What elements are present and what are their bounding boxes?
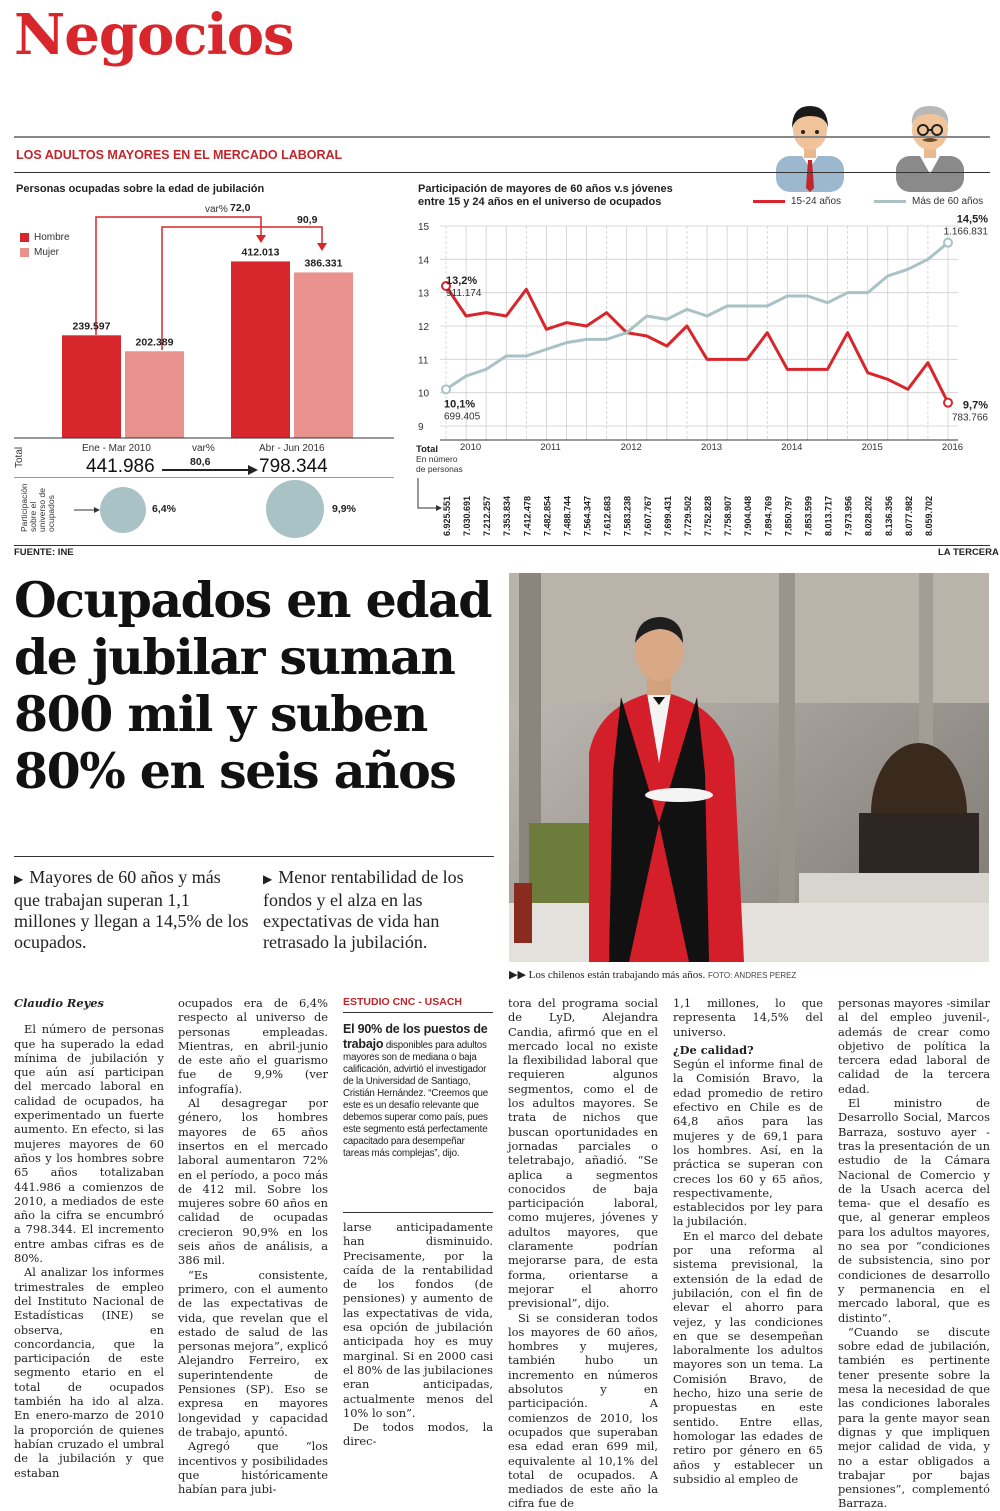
left-chart-title: Personas ocupadas sobre la edad de jubilación xyxy=(16,183,265,195)
col5-paragraph-1: 1,1 millones, lo que representa 14,5% del universo. xyxy=(673,996,823,1039)
total-2016: 798.344 xyxy=(259,456,328,477)
total-value: 6.925.551 xyxy=(442,495,452,536)
total-value: 7.973.956 xyxy=(843,495,854,536)
var-arrow-mujer-head xyxy=(317,243,327,251)
infographic-footer-rule xyxy=(14,545,990,546)
total-rule xyxy=(14,477,394,478)
totals-sublabel-1: En número xyxy=(416,454,458,464)
y-tick-10: 10 xyxy=(418,388,430,400)
legend-mujer-label: Mujer xyxy=(34,247,60,258)
period-label-2016: Abr - Jun 2016 xyxy=(259,443,325,454)
annotation-sub-1: 699.405 xyxy=(444,411,481,423)
left-bar-chart xyxy=(14,195,400,445)
totals-arrow xyxy=(418,478,438,508)
article-column-2 xyxy=(178,996,328,1496)
total-value: 7.607.767 xyxy=(642,495,653,536)
total-value: 7.752.828 xyxy=(703,495,714,536)
total-value: 8.028.202 xyxy=(863,495,874,536)
col3-paragraph-2: De todos modos, la direc- xyxy=(343,1420,493,1449)
col4-paragraph-2: Si se consideran todos los mayores de 60 años, hombres y mujeres, también hubo un incremento en números absolutos y en participación. A comienzos de 2010, los ocupados que superaban esa edad eran 699 mil, equivalente al 10,1% del total de ocupados. A mediados de este año la cifra fue de xyxy=(508,1310,658,1511)
box-lead: El 90% de los puestos de trabajo xyxy=(343,1022,488,1051)
total-value: 7.758.907 xyxy=(723,495,734,536)
total-value: 7.482.854 xyxy=(542,495,553,536)
photo-caption-text: Los chilenos están trabajando más años. xyxy=(528,969,706,981)
col5-paragraph-3: En el marco del debate por una reforma al sistema previsional, la extensión de la edad de jubilación, con el fin de elevar el ahorro para vejez, y las condiciones en que se desempeñan laboralmente los adultos mayores son un tema. La Comisión Bravo, de hecho, hizo una serie de propuestas en este sentido. Entre ellas, homologar las edades de retiro por género en 65 años y establecer un subsidio al empleo de xyxy=(673,1228,823,1486)
col6-paragraph-2: El ministro de Desarrollo Social, Marcos Barraza, sostuvo ayer -tras la presentación de un estudio de la Cámara Nacional de Comercio y de la Usach acerca del tema- que el desafío es que, al generar empleos para los adultos mayores, no sea por “condiciones de subsistencia, sino por condiciones de desarrollo y permanencia en el mercado laboral, que es distinto”. xyxy=(838,1096,990,1325)
col2-paragraph-4: Agregó que “los incentivos y posibilidades que históricamente habían para jubi- xyxy=(178,1439,328,1497)
annotation-value-2: 14,5% xyxy=(956,213,988,226)
right-chart-title-line2: entre 15 y 24 años en el universo de ocupados xyxy=(418,196,662,208)
participation-circle-2010 xyxy=(100,487,146,533)
annotation-sub-3: 783.766 xyxy=(951,412,988,424)
legend-young-label: 15-24 años xyxy=(791,196,842,207)
y-tick-11: 11 xyxy=(418,355,429,367)
bar-hombre-0 xyxy=(62,335,121,438)
series-start-point-1 xyxy=(442,385,450,393)
article-column-5 xyxy=(673,996,823,1486)
total-2010: 441.986 xyxy=(86,456,155,477)
annotation-value-3: 9,7% xyxy=(962,399,988,412)
total-value: 7.904.048 xyxy=(743,495,754,536)
participation-2010: 6,4% xyxy=(152,503,176,515)
total-value: 8.077.982 xyxy=(903,495,914,536)
y-tick-9: 9 xyxy=(418,422,424,433)
infographic-title: LOS ADULTOS MAYORES EN EL MERCADO LABORAL xyxy=(16,148,343,162)
total-value: 8.059.702 xyxy=(923,495,934,536)
col5-subheading: ¿De calidad? xyxy=(673,1042,754,1057)
article-column-3 xyxy=(343,1220,493,1449)
annotation-sub-2: 1.166.831 xyxy=(943,226,988,238)
var-top-label: var% xyxy=(205,204,228,215)
series-line-young xyxy=(446,286,948,403)
col6-paragraph-3: “Cuando se discute sobre edad de jubilación, también es pertinente tener presente sobre la mesa la necesidad de que las condiciones laborales para la gente mayor sean dignas y que impliquen mejor calidad de vida, y no a estar obligados a trabajar por bajas pensiones”, complementó Barraza. xyxy=(838,1324,990,1511)
photo-caption xyxy=(509,968,796,981)
bullet-2 xyxy=(263,867,495,953)
sidebar-box xyxy=(343,1022,493,1160)
bullets-rule xyxy=(14,856,494,857)
right-line-chart xyxy=(414,212,990,542)
article-column-6 xyxy=(838,996,990,1511)
legend-old-line xyxy=(874,200,906,203)
col6-paragraph-1: personas mayores -similar al del empleo juvenil-, además de crear como objetivo de política la tercera edad laboral de calidad de la tercera edad. xyxy=(838,996,990,1096)
bullet-1-text: Mayores de 60 años y más que trabajan superan 1,1 millones y llegan a 14,5% de los ocupados. xyxy=(14,867,249,952)
total-value: 7.894.769 xyxy=(763,495,774,536)
year-label-2011: 2011 xyxy=(540,442,561,453)
photo-waiter xyxy=(509,573,989,962)
source-label: FUENTE: INE xyxy=(14,547,74,558)
total-var-label: var% xyxy=(192,443,215,454)
bar-label-mujer-1: 386.331 xyxy=(304,257,343,270)
total-var-value: 80,6 xyxy=(190,456,211,468)
box-bottom-rule xyxy=(343,1212,493,1213)
annotation-value-0: 13,2% xyxy=(446,275,478,287)
annotation-value-1: 10,1% xyxy=(444,398,476,411)
legend-young xyxy=(753,196,841,207)
col1-paragraph-1: El número de personas que ha superado la edad mínima de jubilación y que aún así participan del mercado laboral en calidad de ocupados, ha experimentado un fuerte aumento. En efecto, si las mujeres mayores de 60 años y los hombres sobre 65 años totalizaban 441.986 a comienzos de 2010, a mediados de este año la cifra se encumbró a 798.344. El incremento entre ambas cifras es de 80%. xyxy=(14,1022,164,1266)
article-column-1 xyxy=(14,996,164,1480)
bar-hombre-1 xyxy=(231,261,290,438)
y-tick-13: 13 xyxy=(418,288,430,300)
right-chart-title-line1: Participación de mayores de 60 años v.s jóvenes xyxy=(418,183,673,195)
caption-arrow-icon: ▶▶ xyxy=(509,969,529,981)
box-kicker: ESTUDIO CNC - USACH xyxy=(343,996,463,1008)
var-mujer-value: 90,9 xyxy=(297,214,318,226)
totals-sublabel-2: de personas xyxy=(416,464,463,474)
series-line-old xyxy=(446,243,948,390)
total-value: 7.583.238 xyxy=(622,495,633,536)
legend-hombre-label: Hombre xyxy=(34,232,70,243)
year-label-2015: 2015 xyxy=(861,442,883,453)
credit-label: LA TERCERA xyxy=(938,547,999,558)
totals-label: Total xyxy=(416,444,438,455)
box-rule xyxy=(343,1012,493,1013)
col4-paragraph-1: tora del programa social de LyD, Alejandra Candia, afirmó que en el mercado local no existe la flexibilidad laboral que requieren algunos segmentos, como el de los adultos mayores. Se trata de nichos que buscan oportunidades en jornadas parciales o teletrabajo, añadió. “Se aplica a segmentos conocidos de baja participación laboral, como mujeres, jóvenes y adultos mayores, que claramente podrían mejorarse para, de esta forma, orientarse a mejorar el ahorro previsional”, dijo. xyxy=(508,996,658,1311)
year-label-2013: 2013 xyxy=(700,442,723,453)
total-value: 7.030.691 xyxy=(462,495,473,536)
legend-old-label: Más de 60 años xyxy=(912,196,984,207)
y-tick-14: 14 xyxy=(418,255,430,267)
article-column-4 xyxy=(508,996,658,1511)
series-end-point-0 xyxy=(944,399,952,407)
total-arrow xyxy=(160,464,260,476)
total-value: 7.729.502 xyxy=(682,495,693,536)
photo-credit: FOTO: ANDRES PEREZ xyxy=(708,971,797,980)
col5-paragraph-2: Según el informe final de la Comisión Bravo, la edad promedio de retiro efectivo en Chile es de 64,8 años para las mujeres y de 69,1 para los hombres. Así, en la práctica se superan con creces los 60 y 65 años, respectivamente, establecidos por ley para la jubilación. xyxy=(673,1057,823,1229)
headline: Ocupados en edad de jubilar suman 800 mil y suben 80% en seis años xyxy=(14,571,492,800)
bullet-1 xyxy=(14,867,250,953)
col2-paragraph-2: Al desagregar por género, los hombres mayores de 65 años insertos en el mercado laboral aumentaron 72% en el período, a poco más de 412 mil. Sobre los mujeres sobre 60 años en calidad de ocupadas crecieron 90,9% en los seis años de análisis, a 386 mil. xyxy=(178,1096,328,1268)
total-value: 7.612.683 xyxy=(602,495,613,536)
bar-label-hombre-0: 239.597 xyxy=(72,320,111,333)
legend-old xyxy=(874,196,983,207)
box-text: disponibles para adultos mayores son de mediana o baja calificación, advirtió el investigador de la Universidad de Santiago, Cristián Hernández. “Creemos que este es un desafío relevante que debemos superar como país, pues este segmento está perfectamente capacitado para desempeñar tareas más complejas”, dijo. xyxy=(343,1040,488,1159)
bar-label-mujer-0: 202.389 xyxy=(135,336,174,349)
participation-circle-2016 xyxy=(266,480,324,538)
total-value: 7.853.599 xyxy=(803,495,814,536)
col1-paragraph-2: Al analizar los informes trimestrales de empleo del Instituto Nacional de Estadísticas (INE) se observa, en concordancia, que la participación de este segmento etario en el total de ocupados también ha ido al alza. En enero-marzo de 2010 la proporción de quienes habían cruzado el umbral de la jubilación y que estaban xyxy=(14,1265,164,1480)
y-tick-12: 12 xyxy=(418,322,430,333)
participation-2016: 9,9% xyxy=(332,503,356,515)
col3-paragraph-1: larse anticipadamente han disminuido. Precisamente, por la caída de la rentabilidad de los fondos (de pensiones) y aumento de las expectativas de vida, esa opción de jubilación anticipada hoy es muy marginal. Si en 2000 casi el 80% de las jubilaciones eran anticipadas, actualmente menos del 10% lo son”. xyxy=(343,1220,493,1420)
total-value: 8.136.356 xyxy=(883,495,894,536)
var-top-value: 72,0 xyxy=(230,202,251,214)
total-value: 7.699.431 xyxy=(662,495,673,536)
series-end-point-1 xyxy=(944,239,952,247)
bullet-1-arrow-icon: ▶ xyxy=(14,872,24,886)
var-arrow-hombre-head xyxy=(256,235,266,243)
infographic-rule xyxy=(14,172,990,173)
col2-paragraph-3: “Es consistente, primero, con el aumento de las expectativas de vida, que revelan que el estado de salud de las personas mejora”, explicó Alejandro Ferreiro, ex superintendente de Pensiones (SP). Eso se expresa en mayores longevidad y capacidad de trabajo, apuntó. xyxy=(178,1267,328,1439)
author: Claudio Reyes xyxy=(14,996,104,1010)
bullet-2-text: Menor rentabilidad de los fondos y el alza en las expectativas de vida han retrasado la jubilación. xyxy=(263,867,464,952)
bullet-2-arrow-icon: ▶ xyxy=(263,872,273,886)
total-value: 7.488.744 xyxy=(562,495,573,536)
annotation-sub-0: 911.174 xyxy=(446,288,482,299)
young-person-icon xyxy=(770,98,850,192)
year-label-2016: 2016 xyxy=(941,442,964,453)
year-label-2010: 2010 xyxy=(460,442,482,453)
period-label-2010: Ene - Mar 2010 xyxy=(82,443,151,454)
total-value: 7.850.797 xyxy=(783,495,794,536)
total-side-label: Total xyxy=(14,446,25,468)
total-value: 7.412.478 xyxy=(522,495,533,536)
total-value: 7.564.347 xyxy=(582,495,593,536)
section-title: Negocios xyxy=(14,2,294,68)
total-value: 7.353.834 xyxy=(502,495,513,536)
legend-young-line xyxy=(753,200,785,203)
total-value: 8.013.717 xyxy=(823,495,834,536)
year-label-2012: 2012 xyxy=(620,442,642,453)
bar-mujer-0 xyxy=(125,351,184,438)
y-tick-15: 15 xyxy=(418,222,430,233)
bar-mujer-1 xyxy=(294,272,353,438)
col2-paragraph-1: ocupados era de 6,4% respecto al universo de personas empleadas. Mientras, en abril-junio de este año el guarismo fue de 9,9% (ver infografía). xyxy=(178,996,328,1096)
header-rule xyxy=(14,136,990,138)
bar-label-hombre-1: 412.013 xyxy=(241,246,280,259)
old-person-icon xyxy=(890,98,970,192)
participation-side-label: Participación sobre el universo de ocupados xyxy=(19,483,56,532)
year-label-2014: 2014 xyxy=(781,442,803,453)
total-value: 7.212.257 xyxy=(482,495,493,536)
